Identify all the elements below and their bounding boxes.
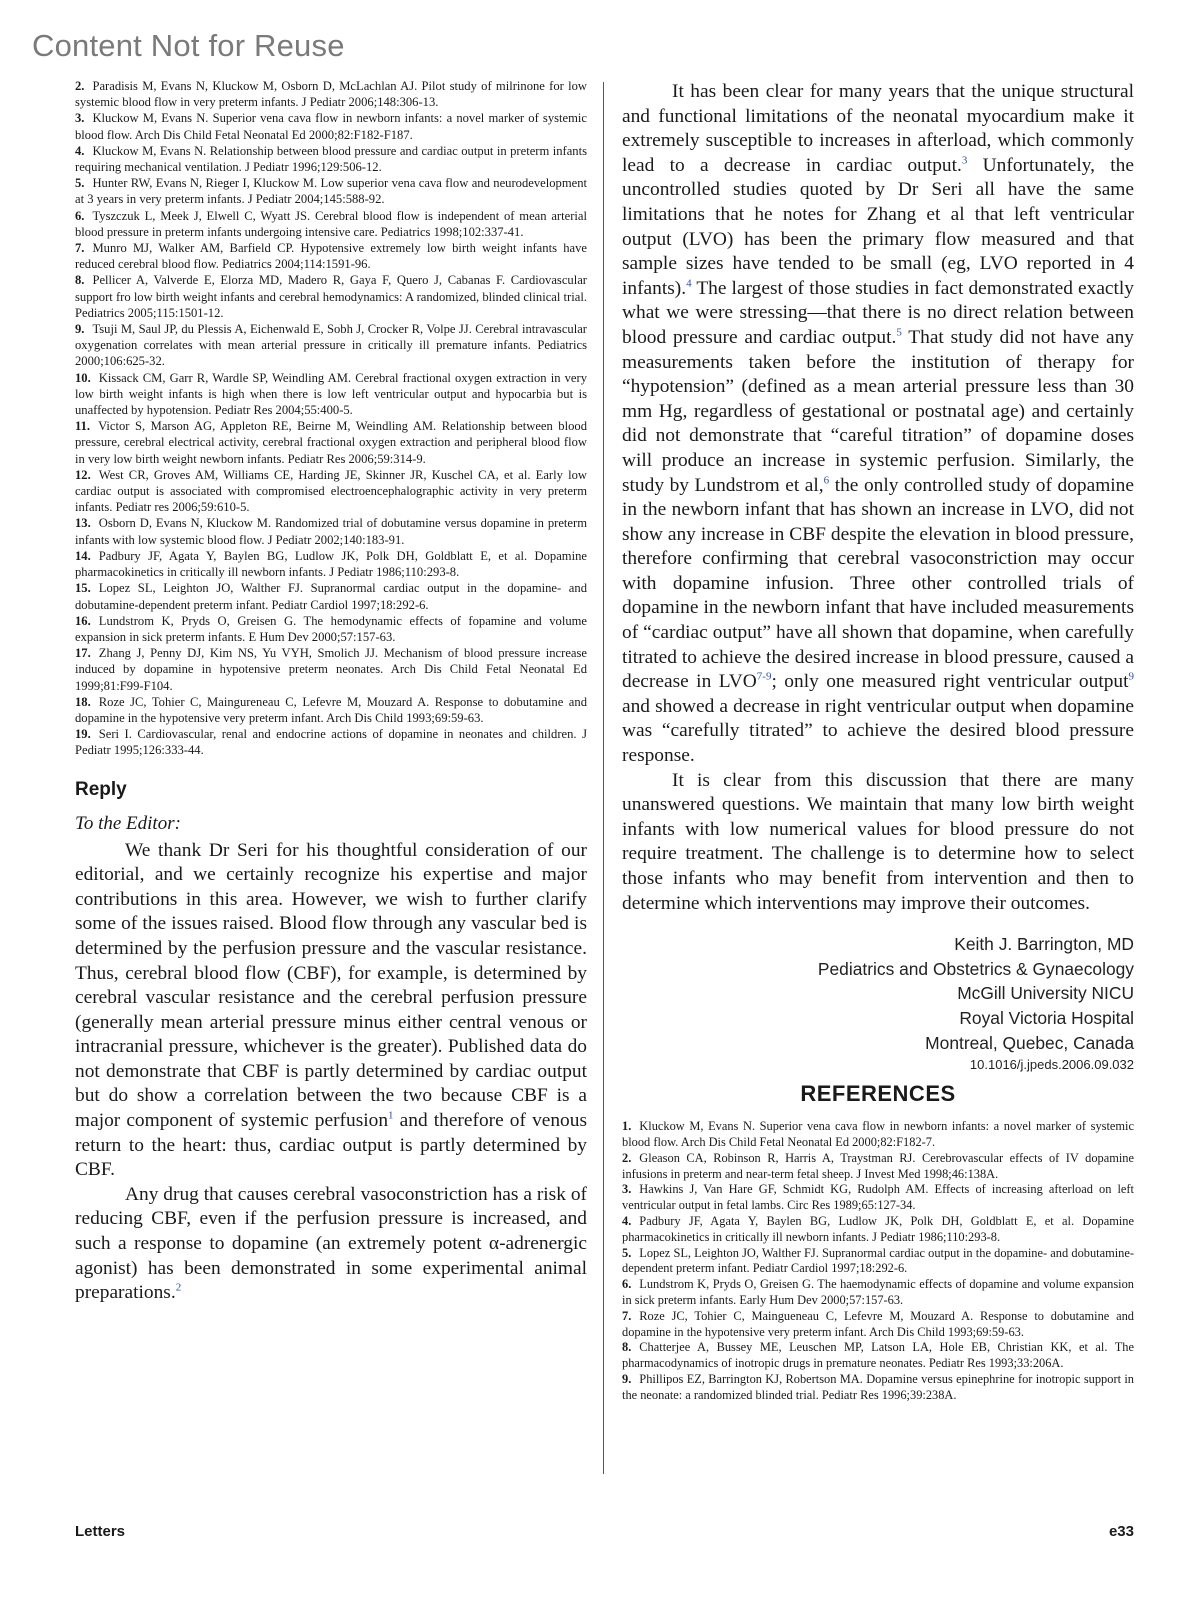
right-reference-list (622, 1119, 1134, 1403)
author-department: Pediatrics and Obstetrics & Gynaecology (817, 958, 1134, 979)
reference-item: 2. Paradisis M, Evans N, Kluckow M, Osborn D, McLachlan AJ. Pilot study of milrinone for low systemic blood flow in very preterm infants. J Pediatr 2006;148:306-13. (75, 79, 587, 110)
reference-item: 4. Padbury JF, Agata Y, Baylen BG, Ludlow JK, Polk DH, Goldblatt E, et al. Dopamine pharmacokinetics in critically ill newborn infants. J Pediatr 1986;110:293-8. (622, 1213, 1134, 1244)
citation-link[interactable]: 7-9 (756, 670, 772, 683)
citation-link[interactable]: 4 (686, 277, 692, 290)
reply-heading: Reply (75, 778, 127, 800)
reply-paragraph: It has been clear for many years that the unique structural and functional limitations of the neonatal myocardium make it extremely susceptible to increases in afterload, which commonly lead to a decrease in cardiac output.$^3$ Unfortunately, the uncontrolled studies quoted by Dr Seri all have the same limitations that he notes for Zhang et al that left ventricular output (LVO) has been the primary flow measured and that sample sizes have tended to be small (eg, LVO reported in 4 infants).$^4$ The largest of those studies in fact demonstrated exactly what we were stressing—that there is no direct relation between blood pressure and cardiac output.$^5$ That study did not have any measurements taken before the institution of therapy for “hypotension” (defined as a mean arterial pressure less than 30 mm Hg, regardless of gestational or postnatal age) and certainly did not demonstrate that “careful titration” of dopamine doses will produce an increase in systemic perfusion. Similarly, the study by Lundstrom et al,$^6$ the only controlled study of dopamine in the newborn infant that has shown an increase in LVO, did not show any increase in CBF despite the elevation in blood pressure, therefore confirming that cerebral vasoconstriction may occur with dopamine infusion. Three other controlled trials of dopamine in the newborn infant that have included measurements of “cardiac output” have all shown that dopamine, when carefully titrated to achieve the desired increase in blood pressure, caused a decrease in LVO$^{7-9}$; only one measured right ventricular output$^9$ and showed a decrease in right ventricular output when dopamine was “carefully titrated” to achieve the desired blood pressure response. (622, 81, 1134, 767)
reference-item: 17. Zhang J, Penny DJ, Kim NS, Yu VYH, Smolich JJ. Mechanism of blood pressure increase induced by dopamine in hypotensive preterm neonates. Arch Dis Child Fetal Neonatal Ed 1999;81:F99-F104. (75, 646, 587, 693)
citation-link[interactable]: 5 (896, 326, 902, 339)
reference-item: 11. Victor S, Marson AG, Appleton RE, Beirne M, Weindling AM. Relationship between blood pressure, cerebral electrical activity, cerebral fractional oxygen extraction and peripheral blood flow in very low birth weight newborn infants. Pediatr Res 2006;59:314-9. (75, 419, 587, 466)
reference-item: 14. Padbury JF, Agata Y, Baylen BG, Ludlow JK, Polk DH, Goldblatt E, et al. Dopamine pharmacokinetics in critically ill newborn infants. J Pediatr 1986;110:293-8. (75, 548, 587, 580)
reference-item: 19. Seri I. Cardiovascular, renal and endocrine actions of dopamine in neonates and children. J Pediatr 1995;126:333-44. (75, 727, 587, 758)
reference-item: 6. Lundstrom K, Pryds O, Greisen G. The haemodynamic effects of dopamine and volume expansion in sick preterm infants. Early Hum Dev 2000;57:157-63. (622, 1277, 1134, 1307)
reference-item: 8. Pellicer A, Valverde E, Elorza MD, Madero R, Gaya F, Quero J, Cabanas F. Cardiovascular support fro low birth weight infants and cerebral hemodynamics: A randomized, blinded clinical trial. Pediatrics 2005;115:1501-12. (75, 273, 587, 320)
watermark-text: Content Not for Reuse (32, 28, 345, 63)
reference-item: 3. Hawkins J, Van Hare GF, Schmidt KG, Rudolph AM. Effects of increasing afterload on left ventricular output in fetal lambs. Circ Res 1989;65:127-34. (622, 1182, 1134, 1213)
reference-item: 9. Tsuji M, Saul JP, du Plessis A, Eichenwald E, Sobh J, Crocker R, Volpe JJ. Cerebral intravascular oxygenation correlates with mean arterial pressure in critically ill premature infants. Pediatrics 2000;106:625-32. (75, 322, 587, 369)
reference-item: 8. Chatterjee A, Bussey ME, Leuschen MP, Latson LA, Hole EB, Christian KK, et al. The pharmacodynamics of inotropic drugs in premature neonates. Pediatr Res 1993;33:206A. (622, 1340, 1134, 1371)
reference-item: 6. Tyszczuk L, Meek J, Elwell C, Wyatt JS. Cerebral blood flow is independent of mean arterial blood pressure in preterm infants undergoing intensive care. Pediatrics 1998;102:337-41. (75, 208, 587, 239)
page-number: e33 (1108, 1523, 1134, 1540)
author-unit: McGill University NICU (957, 983, 1134, 1004)
citation-link[interactable]: 3 (961, 154, 968, 167)
left-column (75, 78, 587, 1306)
reference-item: 18. Roze JC, Tohier C, Maingureneau C, Lefevre M, Mouzard A. Response to dobutamine and dopamine in the hypotensive very preterm infant. Arch Dis Child 1993;69:59-63. (75, 694, 587, 725)
reference-item: 2. Gleason CA, Robinson R, Harris A, Traystman RJ. Cerebrovascular effects of IV dopamine infusions in preterm and near-term fetal sheep. J Invest Med 1998;46:138A. (622, 1150, 1134, 1181)
reference-item: 15. Lopez SL, Leighton JO, Walther FJ. Supranormal cardiac output in the dopamine- and dobutamine-dependent preterm infant. Pediatr Cardiol 1997;18:292-6. (75, 581, 587, 612)
reply-paragraph: It is clear from this discussion that there are many unanswered questions. We maintain that many low birth weight infants with low numerical values for blood pressure do not require treatment. The challenge is to determine how to select those infants who may benefit from intervention and then to determine which interventions may improve their outcomes. (622, 769, 1134, 914)
reference-item: 10. Kissack CM, Garr R, Wardle SP, Weindling AM. Cerebral fractional oxygen extraction in very low birth weight infants is high when there is low left ventricular output and hypocarbia but is unaffected by hypotension. Pediatr Res 2004;55:400-5. (75, 370, 587, 418)
reference-item: 12. West CR, Groves AM, Williams CE, Harding JE, Skinner JR, Kuschel CA, et al. Early low cardiac output is associated with compromised electroencephalographic activity in very preterm infants. Pediatr res 2006;59:610-5. (75, 467, 587, 515)
citation-link[interactable]: 9 (1128, 670, 1134, 683)
doi-link[interactable]: 10.1016/j.jpeds.2006.09.032 (969, 1057, 1134, 1073)
reference-item: 3. Kluckow M, Evans N. Superior vena cava flow in newborn infants: a novel marker of systemic blood flow. Arch Dis Child Fetal Neonatal Ed 2000;82:F182-F187. (75, 111, 587, 142)
reference-item: 9. Phillipos EZ, Barrington KJ, Robertson MA. Dopamine versus epinephrine for inotropic support in the neonate: a randomized blinded trial. Pediatr Res 1996;39:238A. (622, 1371, 1134, 1402)
column-divider (603, 82, 604, 1474)
footer-section-label: Letters (75, 1523, 126, 1540)
reply-paragraph: Any drug that causes cerebral vasoconstriction has a risk of reducing CBF, even if the perfusion pressure is increased, and such a response to dopamine (an extremely potent α-adrenergic agonist) has been demonstrated in some experimental animal preparations.$^2$ (75, 1183, 587, 1304)
author-city: Montreal, Quebec, Canada (925, 1032, 1134, 1053)
reference-item: 7. Roze JC, Tohier C, Maingueneau C, Lefevre M, Mouzard A. Response to dobutamine and dopamine in the hypotensive very preterm infant. Arch Dis Child 1993;69:59-63. (622, 1308, 1134, 1339)
citation-link[interactable]: 1 (388, 1109, 394, 1122)
author-name: Keith J. Barrington, MD (954, 934, 1134, 955)
reference-item: 7. Munro MJ, Walker AM, Barfield CP. Hypotensive extremely low birth weight infants have reduced cerebral blood flow. Pediatrics 2004;114:1591-96. (75, 241, 587, 272)
right-column (622, 78, 1134, 1404)
citation-link[interactable]: 2 (175, 1281, 182, 1294)
reference-item: 5. Lopez SL, Leighton JO, Walther FJ. Supranormal cardiac output in the dopamine- and dobutamine-dependent preterm infant. Pediatr Cardiol 1997;18:292-6. (622, 1245, 1134, 1276)
reply-paragraph: We thank Dr Seri for his thoughtful consideration of our editorial, and we certainly recognize his expertise and major contributions in this area. However, we wish to further clarify some of the issues raised. Blood flow through any vascular bed is determined by the perfusion pressure and the vascular resistance. Thus, cerebral blood flow (CBF), for example, is determined by cerebral vascular resistance and the cerebral perfusion pressure (generally mean arterial pressure minus either central venous or intracranial pressure, whichever is the greater). Published data do not demonstrate that CBF is partly determined by cardiac output but do show a correlation between the two because CBF is a major component of systemic perfusion$^1$ and therefore of venous return to the heart: thus, cardiac output is partly determined by CBF. (75, 839, 587, 1181)
reference-item: 13. Osborn D, Evans N, Kluckow M. Randomized trial of dobutamine versus dopamine in preterm infants with low systemic blood flow. J Pediatr 2002;140:183-91. (75, 516, 587, 547)
salutation: To the Editor: (75, 812, 181, 834)
citation-link[interactable]: 6 (823, 474, 830, 487)
reference-item: 4. Kluckow M, Evans N. Relationship between blood pressure and cardiac output in preterm infants requiring mechanical ventilation. J Pediatr 1996;129:506-12. (75, 143, 587, 175)
reference-item: 16. Lundstrom K, Pryds O, Greisen G. The hemodynamic effects of fopamine and volume expansion in sick preterm infants. E Hum Dev 2000;57:157-63. (75, 613, 587, 644)
left-reference-list (75, 78, 587, 759)
references-heading: REFERENCES (800, 1081, 956, 1107)
author-signature (622, 932, 1134, 1075)
author-hospital: Royal Victoria Hospital (959, 1007, 1134, 1028)
reference-item: 1. Kluckow M, Evans N. Superior vena cava flow in newborn infants: a novel marker of systemic blood flow. Arch Dis Child Fetal Neonatal Ed 2000;82:F182-7. (622, 1119, 1134, 1149)
reference-item: 5. Hunter RW, Evans N, Rieger I, Kluckow M. Low superior vena cava flow and neurodevelopment at 3 years in very preterm infants. J Pediatr 2004;145:588-92. (75, 176, 587, 207)
